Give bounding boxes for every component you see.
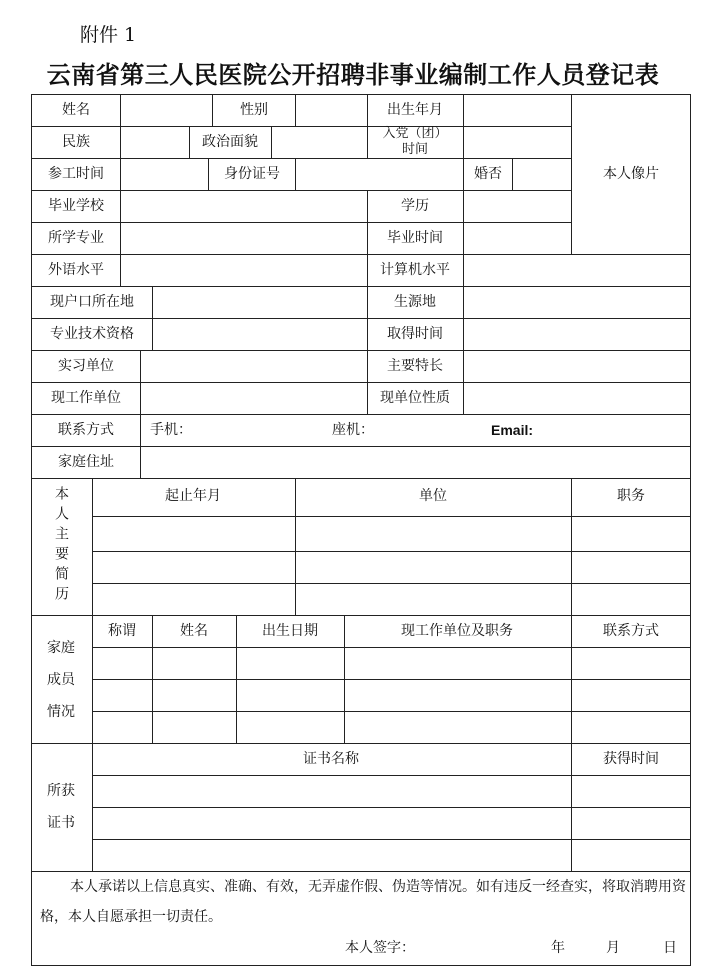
family-label-line1: 家庭: [47, 640, 75, 656]
statement-body: 本人承诺以上信息真实、准确、有效，无弄虚作假、伪造等情况。如有违反一经查实，将取消聘用资格，本人自愿承担一切责任。: [40, 879, 686, 925]
photo-placeholder: 本人像片: [603, 166, 659, 182]
form-title: 云南省第三人民医院公开招聘非事业编制工作人员登记表: [46, 60, 660, 89]
resume-section-label: 本人主要简历: [53, 486, 69, 606]
label-ethnicity: 民族: [62, 134, 90, 150]
label-hukou: 现户口所在地: [50, 294, 134, 310]
label-marital: 婚否: [474, 166, 502, 182]
label-language: 外语水平: [48, 262, 104, 278]
label-landline: 座机：: [332, 422, 374, 438]
date-day: 日: [663, 940, 677, 956]
label-grad-time: 毕业时间: [387, 230, 443, 246]
attachment-label: 附件 1: [80, 24, 137, 46]
certs-label-line2: 证书: [47, 815, 75, 831]
label-birth: 出生年月: [387, 102, 443, 118]
label-school: 毕业学校: [48, 198, 104, 214]
family-label-line2: 成员: [47, 672, 75, 688]
label-origin: 生源地: [394, 294, 436, 310]
family-header-birth: 出生日期: [262, 623, 318, 639]
family-header-name: 姓名: [180, 623, 208, 639]
label-major: 所学专业: [48, 230, 104, 246]
resume-header-unit: 单位: [419, 488, 447, 504]
date-year: 年: [551, 940, 565, 956]
label-contact: 联系方式: [58, 422, 114, 438]
certs-header-time: 获得时间: [603, 751, 659, 767]
family-header-contact: 联系方式: [603, 623, 659, 639]
label-work-start: 参工时间: [48, 166, 104, 182]
family-header-relation: 称谓: [108, 623, 136, 639]
label-address: 家庭住址: [58, 454, 114, 470]
label-political: 政治面貌: [202, 134, 258, 150]
label-qualification: 专业技术资格: [50, 326, 134, 342]
label-mobile: 手机：: [150, 422, 192, 438]
label-email: Email:: [491, 422, 534, 438]
label-specialty: 主要特长: [387, 358, 443, 374]
family-header-unit: 现工作单位及职务: [401, 623, 513, 639]
family-label-line3: 情况: [47, 704, 75, 720]
label-name: 姓名: [62, 102, 90, 118]
certs-header-name: 证书名称: [303, 751, 359, 767]
label-current-unit: 现工作单位: [51, 390, 121, 406]
label-unit-nature: 现单位性质: [380, 390, 450, 406]
date-month: 月: [606, 940, 620, 956]
statement-text: [40, 872, 690, 932]
label-id-number: 身份证号: [224, 166, 280, 182]
signature-label: 本人签字：: [345, 940, 415, 956]
resume-header-period: 起止年月: [165, 488, 221, 504]
label-party-line1: 入党（团）: [382, 126, 448, 141]
label-gender: 性别: [240, 102, 268, 118]
label-education: 学历: [401, 198, 429, 214]
certs-label-line1: 所获: [47, 783, 75, 799]
resume-header-position: 职务: [617, 488, 645, 504]
label-computer: 计算机水平: [380, 262, 450, 278]
label-internship: 实习单位: [58, 358, 114, 374]
label-party-line2: 时间: [401, 142, 429, 157]
label-obtain-time: 取得时间: [387, 326, 443, 342]
